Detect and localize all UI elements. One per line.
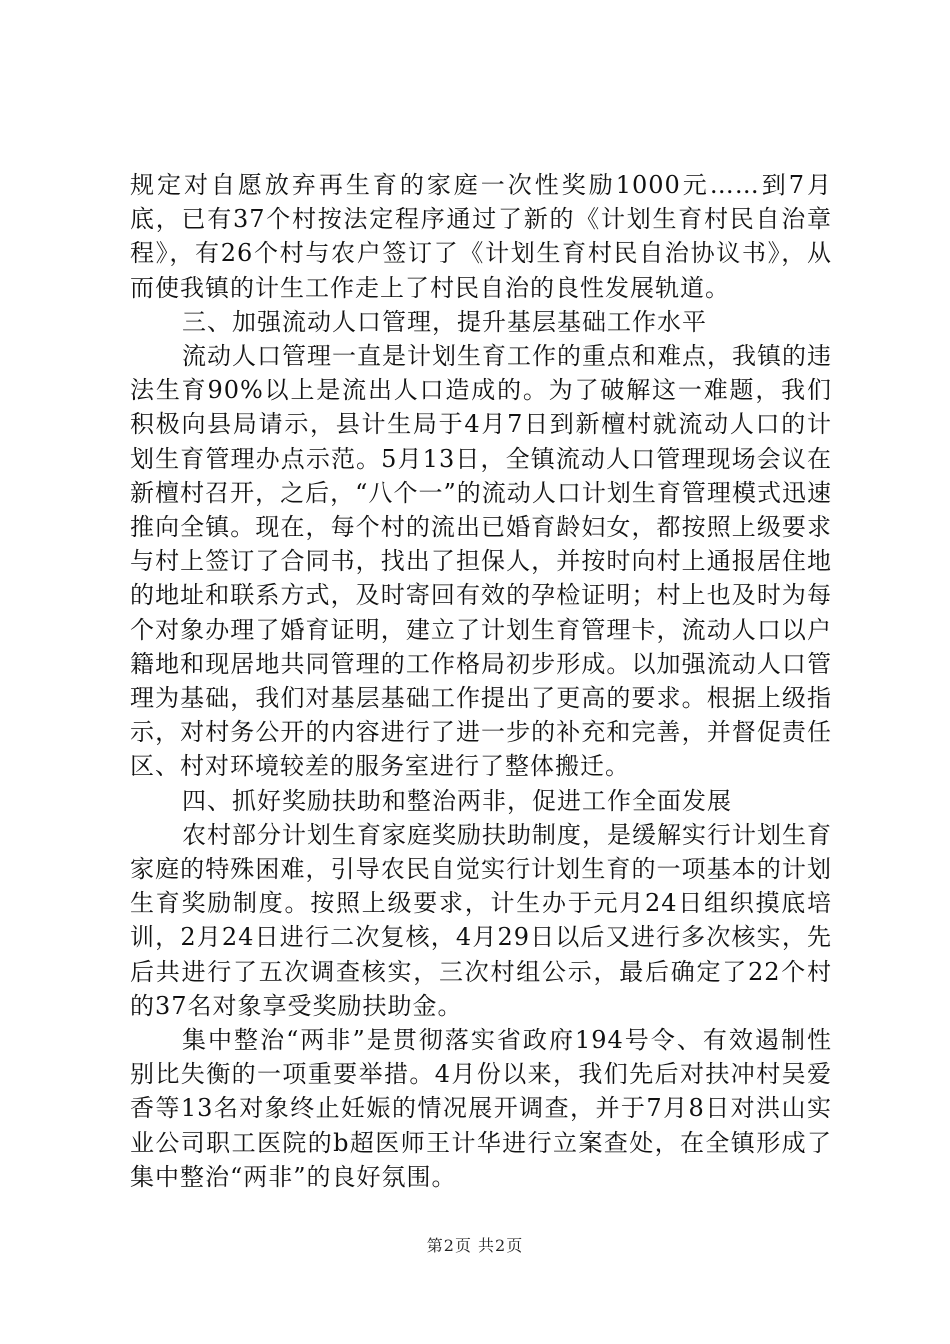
- document-body: [130, 168, 832, 1194]
- paragraph-continuation: 规定对自愿放弃再生育的家庭一次性奖励1000元……到7月底，已有37个村按法定程序通过了新的《计划生育村民自治章程》，有26个村与农户签订了《计划生育村民自治协议书》，从而使我镇的计生工作走上了村民自治的良性发展轨道。: [130, 171, 832, 302]
- page-number-footer: 第2页 共2页: [426, 1236, 524, 1255]
- paragraph-two-illegal-rectification: 集中整治“两非”是贯彻落实省政府194号令、有效遏制性别比失衡的一项重要举措。4月份以来，我们先后对扶冲村吴爱香等13名对象终止妊娠的情况展开调查，并于7月8日对洪山实业公司职工医院的b超医师王计华进行立案查处，在全镇形成了集中整治“两非”的良好氛围。: [130, 1026, 832, 1191]
- section-heading-4: 四、抓好奖励扶助和整治两非，促进工作全面发展: [182, 786, 732, 815]
- paragraph-reward-assistance: 农村部分计划生育家庭奖励扶助制度，是缓解实行计划生育家庭的特殊困难，引导农民自觉实行计划生育的一项基本的计划生育奖励制度。按照上级要求，计生办于元月24日组织摸底培训，2月24日进行二次复核，4月29日以后又进行多次核实，先后共进行了五次调查核实，三次村组公示，最后确定了22个村的37名对象享受奖励扶助金。: [130, 820, 832, 1020]
- section-heading-3: 三、加强流动人口管理，提升基层基础工作水平: [182, 307, 707, 336]
- paragraph-floating-population: 流动人口管理一直是计划生育工作的重点和难点，我镇的违法生育90%以上是流出人口造成的。为了破解这一难题，我们积极向县局请示，县计生局于4月7日到新檀村就流动人口的计划生育管理办点示范。5月13日，全镇流动人口管理现场会议在新檀村召开，之后，“八个一”的流动人口计划生育管理模式迅速推向全镇。现在，每个村的流出已婚育龄妇女，都按照上级要求与村上签订了合同书，找出了担保人，并按时向村上通报居住地的地址和联系方式，及时寄回有效的孕检证明；村上也及时为每个对象办理了婚育证明，建立了计划生育管理卡，流动人口以户籍地和现居地共同管理的工作格局初步形成。以加强流动人口管理为基础，我们对基层基础工作提出了更高的要求。根据上级指示，对村务公开的内容进行了进一步的补充和完善，并督促责任区、村对环境较差的服务室进行了整体搬迁。: [130, 342, 832, 781]
